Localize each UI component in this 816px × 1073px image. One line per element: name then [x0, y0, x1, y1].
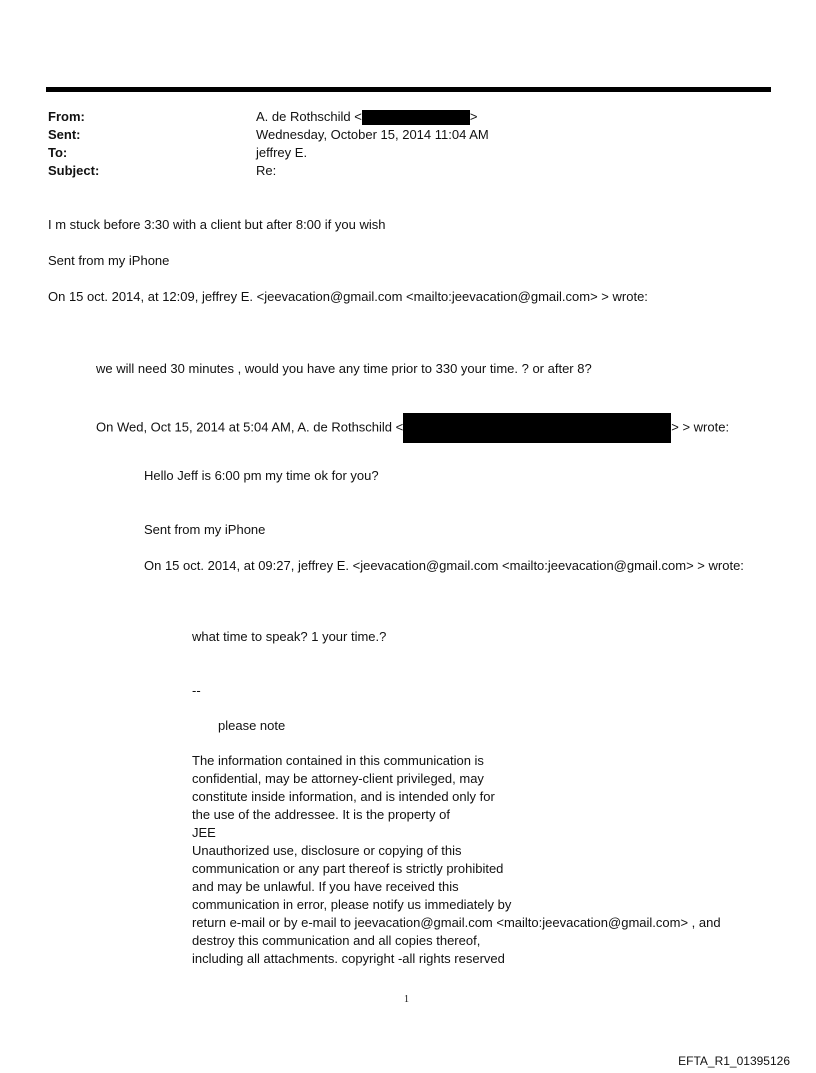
from-row — [48, 108, 489, 126]
disclaimer-line: constitute inside information, and is intended only for — [192, 789, 495, 804]
email-header — [48, 108, 489, 180]
message-2: we will need 30 minutes , would you have any time prior to 330 your time. ? or after 8? — [96, 361, 592, 376]
confidentiality-disclaimer — [192, 752, 721, 968]
from-open-bracket: < — [354, 109, 362, 124]
reply-text: I m stuck before 3:30 with a client but after 8:00 if you wish — [48, 217, 386, 232]
to-label: To: — [48, 145, 68, 160]
subject-row — [48, 162, 489, 180]
redaction-box — [362, 110, 470, 125]
quote-header-2 — [96, 413, 729, 443]
disclaimer-line: the use of the addressee. It is the property of — [192, 807, 450, 822]
message-3: Hello Jeff is 6:00 pm my time ok for you? — [144, 468, 379, 483]
bates-stamp: EFTA_R1_01395126 — [678, 1054, 790, 1068]
redaction-box — [403, 413, 671, 443]
subject-value: Re: — [256, 163, 277, 178]
signature-separator: -- — [192, 683, 201, 698]
quote-header-3: On 15 oct. 2014, at 09:27, jeffrey E. <jeevacation@gmail.com <mailto:jeevacation@gmail.com> > wrote: — [144, 558, 744, 573]
quote-header-2-suffix: > > wrote: — [671, 419, 730, 435]
sent-label: Sent: — [48, 127, 81, 142]
quote-header-1: On 15 oct. 2014, at 12:09, jeffrey E. <jeevacation@gmail.com <mailto:jeevacation@gmail.com> > wrote: — [48, 289, 648, 304]
signature-2: Sent from my iPhone — [144, 522, 266, 537]
sent-value: Wednesday, October 15, 2014 11:04 AM — [256, 127, 489, 142]
sent-row — [48, 126, 489, 144]
from-label: From: — [48, 109, 85, 124]
disclaimer-line: communication or any part thereof is strictly prohibited — [192, 861, 504, 876]
disclaimer-line: confidential, may be attorney-client privileged, may — [192, 771, 484, 786]
disclaimer-line: The information contained in this communication is — [192, 753, 484, 768]
page-number: 1 — [404, 994, 409, 1005]
disclaimer-line: including all attachments. copyright -all rights reserved — [192, 951, 505, 966]
disclaimer-line: Unauthorized use, disclosure or copying of this — [192, 843, 462, 858]
signature-1: Sent from my iPhone — [48, 253, 170, 268]
disclaimer-line: return e-mail or by e-mail to jeevacation@gmail.com <mailto:jeevacation@gmail.com> , and — [192, 915, 721, 930]
message-4: what time to speak? 1 your time.? — [192, 629, 387, 644]
quote-header-2-prefix: On Wed, Oct 15, 2014 at 5:04 AM, A. de Rothschild < — [96, 419, 404, 435]
disclaimer-line: and may be unlawful. If you have received this — [192, 879, 459, 894]
disclaimer-line: destroy this communication and all copies thereof, — [192, 933, 481, 948]
subject-label: Subject: — [48, 163, 100, 178]
to-value: jeffrey E. — [256, 145, 308, 160]
from-close-bracket: > — [469, 109, 478, 124]
from-name: A. de Rothschild — [256, 109, 351, 124]
to-row — [48, 144, 489, 162]
from-value — [256, 108, 477, 126]
please-note: please note — [218, 718, 286, 733]
header-rule — [46, 87, 771, 92]
disclaimer-line: JEE — [192, 825, 216, 840]
disclaimer-line: communication in error, please notify us immediately by — [192, 897, 512, 912]
